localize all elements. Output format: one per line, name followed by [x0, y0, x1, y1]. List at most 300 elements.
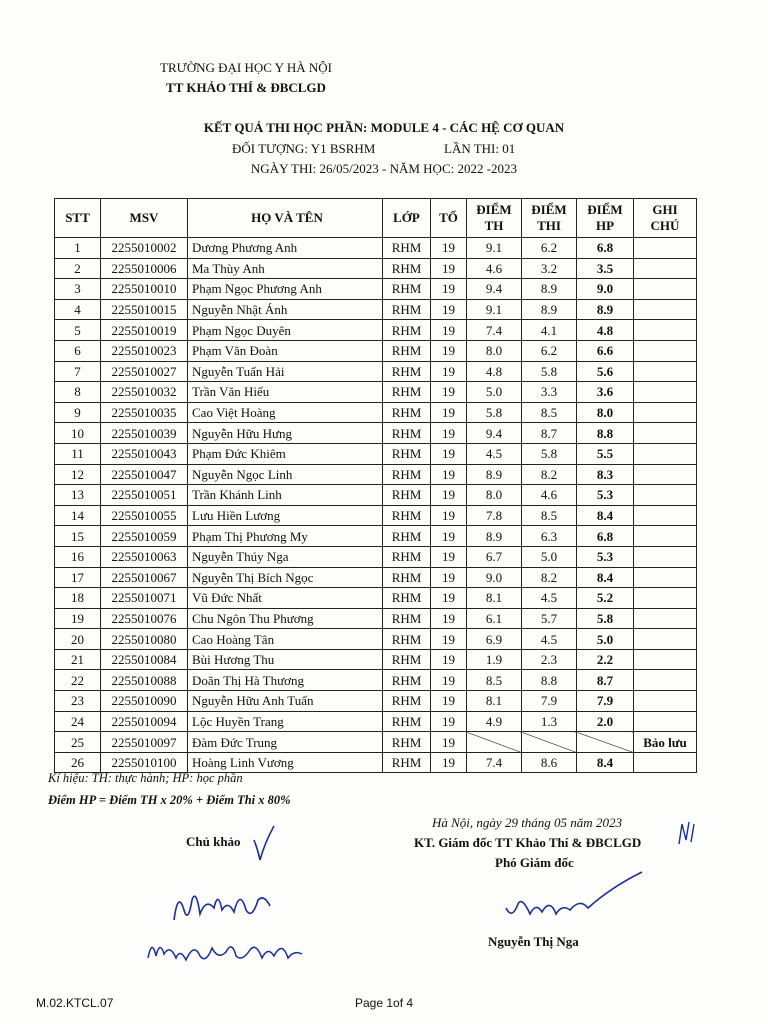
cell-module-score: 5.8	[577, 608, 634, 629]
cell-exam-score: 8.9	[522, 279, 577, 300]
cell-group: 19	[431, 505, 467, 526]
cell-name: Nguyễn Ngọc Linh	[188, 464, 383, 485]
cell-group: 19	[431, 485, 467, 506]
cell-msv: 2255010063	[101, 546, 188, 567]
cell-class: RHM	[383, 238, 431, 259]
column-header-name: HỌ VÀ TÊN	[188, 199, 383, 238]
cell-msv: 2255010015	[101, 299, 188, 320]
cell-exam-score: 8.5	[522, 402, 577, 423]
cell-group: 19	[431, 752, 467, 773]
cell-class: RHM	[383, 526, 431, 547]
cell-group: 19	[431, 299, 467, 320]
cell-group: 19	[431, 402, 467, 423]
cell-name: Nguyễn Thị Bích Ngọc	[188, 567, 383, 588]
cell-stt: 19	[55, 608, 101, 629]
cell-class: RHM	[383, 443, 431, 464]
cell-msv: 2255010084	[101, 649, 188, 670]
table-row	[55, 238, 697, 259]
cell-group: 19	[431, 340, 467, 361]
table-row	[55, 443, 697, 464]
column-header-module-line2: HP	[595, 218, 615, 233]
cell-exam-score: 4.5	[522, 588, 577, 609]
cell-module-score: 5.5	[577, 443, 634, 464]
cell-name: Dương Phương Anh	[188, 238, 383, 259]
cell-practical-score: 9.0	[467, 567, 522, 588]
cell-exam-score: 5.7	[522, 608, 577, 629]
page-number: Page 1of 4	[355, 996, 414, 1010]
results-table	[54, 198, 697, 773]
cell-msv: 2255010019	[101, 320, 188, 341]
cell-note	[634, 402, 697, 423]
table-row	[55, 567, 697, 588]
form-code: M.02.KTCL.07	[36, 996, 114, 1010]
examiner-handwritten-name	[146, 930, 306, 970]
table-row	[55, 711, 697, 732]
cell-class: RHM	[383, 505, 431, 526]
cell-msv: 2255010035	[101, 402, 188, 423]
cell-note	[634, 505, 697, 526]
cell-practical-score: 8.1	[467, 588, 522, 609]
cell-group: 19	[431, 238, 467, 259]
table-row	[55, 649, 697, 670]
cell-module-score: 3.6	[577, 382, 634, 403]
cell-group: 19	[431, 711, 467, 732]
cell-group: 19	[431, 588, 467, 609]
cell-group: 19	[431, 567, 467, 588]
cell-name: Hoàng Linh Vương	[188, 752, 383, 773]
director-signature	[500, 868, 650, 928]
cell-practical-score: 9.4	[467, 279, 522, 300]
cell-group: 19	[431, 732, 467, 753]
department-name: TT KHẢO THÍ & ĐBCLGD	[166, 80, 326, 95]
cell-stt: 24	[55, 711, 101, 732]
cell-stt: 23	[55, 691, 101, 712]
director-initial-mark	[676, 818, 698, 848]
cell-note	[634, 340, 697, 361]
examiner-label: Chủ khảo	[186, 834, 241, 849]
cell-exam-score: 5.0	[522, 546, 577, 567]
table-row	[55, 629, 697, 650]
cell-module-score: 8.4	[577, 505, 634, 526]
column-header-module	[577, 199, 634, 238]
cell-msv: 2255010023	[101, 340, 188, 361]
cell-module-score	[577, 732, 634, 753]
cell-stt: 20	[55, 629, 101, 650]
audience-label: ĐỐI TƯỢNG: Y1 BSRHM	[232, 141, 376, 156]
cell-class: RHM	[383, 546, 431, 567]
cell-practical-score: 1.9	[467, 649, 522, 670]
cell-group: 19	[431, 608, 467, 629]
cell-exam-score: 8.2	[522, 567, 577, 588]
cell-exam-score: 4.1	[522, 320, 577, 341]
cell-msv: 2255010097	[101, 732, 188, 753]
cell-practical-score: 5.0	[467, 382, 522, 403]
examiner-tick-mark	[250, 820, 280, 865]
cell-practical-score: 8.0	[467, 340, 522, 361]
cell-stt: 5	[55, 320, 101, 341]
cell-practical-score: 4.6	[467, 258, 522, 279]
cell-class: RHM	[383, 382, 431, 403]
signer-name: Nguyễn Thị Nga	[488, 934, 579, 949]
cell-msv: 2255010010	[101, 279, 188, 300]
cell-note: Bảo lưu	[634, 732, 697, 753]
cell-name: Trần Văn Hiếu	[188, 382, 383, 403]
cell-stt: 3	[55, 279, 101, 300]
cell-class: RHM	[383, 320, 431, 341]
document-title: KẾT QUẢ THI HỌC PHẦN: MODULE 4 - CÁC HỆ CƠ QUAN	[203, 120, 565, 135]
column-header-practical-line1: ĐIỂM	[476, 202, 512, 217]
cell-group: 19	[431, 443, 467, 464]
cell-module-score: 8.3	[577, 464, 634, 485]
cell-stt: 10	[55, 423, 101, 444]
cell-stt: 17	[55, 567, 101, 588]
table-row	[55, 340, 697, 361]
table-row	[55, 485, 697, 506]
cell-group: 19	[431, 279, 467, 300]
cell-module-score: 8.8	[577, 423, 634, 444]
cell-module-score: 7.9	[577, 691, 634, 712]
cell-exam-score: 8.7	[522, 423, 577, 444]
cell-class: RHM	[383, 258, 431, 279]
cell-name: Ma Thùy Anh	[188, 258, 383, 279]
cell-exam-score: 4.5	[522, 629, 577, 650]
cell-msv: 2255010032	[101, 382, 188, 403]
cell-stt: 13	[55, 485, 101, 506]
table-row	[55, 299, 697, 320]
cell-practical-score: 7.4	[467, 752, 522, 773]
table-row	[55, 670, 697, 691]
table-row	[55, 423, 697, 444]
column-header-class: LỚP	[383, 199, 431, 238]
cell-stt: 18	[55, 588, 101, 609]
cell-class: RHM	[383, 361, 431, 382]
cell-msv: 2255010059	[101, 526, 188, 547]
table-row	[55, 402, 697, 423]
cell-class: RHM	[383, 670, 431, 691]
table-row	[55, 320, 697, 341]
cell-group: 19	[431, 361, 467, 382]
cell-module-score: 8.9	[577, 299, 634, 320]
cell-practical-score: 8.5	[467, 670, 522, 691]
cell-group: 19	[431, 670, 467, 691]
cell-class: RHM	[383, 340, 431, 361]
cell-exam-score: 3.2	[522, 258, 577, 279]
cell-class: RHM	[383, 464, 431, 485]
place-date: Hà Nội, ngày 29 tháng 05 năm 2023	[432, 815, 622, 830]
cell-module-score: 5.2	[577, 588, 634, 609]
cell-msv: 2255010094	[101, 711, 188, 732]
cell-exam-score: 8.5	[522, 505, 577, 526]
cell-name: Chu Ngôn Thu Phương	[188, 608, 383, 629]
cell-name: Vũ Đức Nhất	[188, 588, 383, 609]
deputy-title: Phó Giám đốc	[495, 855, 574, 870]
cell-group: 19	[431, 649, 467, 670]
cell-msv: 2255010076	[101, 608, 188, 629]
cell-name: Nguyễn Hữu Anh Tuấn	[188, 691, 383, 712]
cell-name: Nguyễn Nhật Ánh	[188, 299, 383, 320]
cell-name: Lộc Huyền Trang	[188, 711, 383, 732]
cell-note	[634, 238, 697, 259]
cell-practical-score: 4.5	[467, 443, 522, 464]
cell-msv: 2255010088	[101, 670, 188, 691]
cell-note	[634, 320, 697, 341]
table-row	[55, 732, 697, 753]
cell-practical-score: 6.9	[467, 629, 522, 650]
cell-note	[634, 443, 697, 464]
cell-stt: 11	[55, 443, 101, 464]
cell-practical-score: 4.9	[467, 711, 522, 732]
table-row	[55, 505, 697, 526]
cell-module-score: 5.6	[577, 361, 634, 382]
cell-practical-score: 8.1	[467, 691, 522, 712]
cell-note	[634, 670, 697, 691]
cell-practical-score: 9.4	[467, 423, 522, 444]
column-header-note-line1: GHI	[652, 202, 678, 217]
cell-name: Nguyễn Hữu Hưng	[188, 423, 383, 444]
cell-exam-score: 7.9	[522, 691, 577, 712]
table-row	[55, 464, 697, 485]
cell-exam-score: 8.8	[522, 670, 577, 691]
column-header-stt: STT	[55, 199, 101, 238]
column-header-msv: MSV	[101, 199, 188, 238]
cell-note	[634, 691, 697, 712]
cell-class: RHM	[383, 402, 431, 423]
cell-class: RHM	[383, 567, 431, 588]
cell-stt: 26	[55, 752, 101, 773]
cell-exam-score: 8.6	[522, 752, 577, 773]
cell-name: Nguyễn Thúy Nga	[188, 546, 383, 567]
cell-name: Đàm Đức Trung	[188, 732, 383, 753]
table-row	[55, 546, 697, 567]
table-row	[55, 608, 697, 629]
table-row	[55, 382, 697, 403]
cell-name: Cao Việt Hoàng	[188, 402, 383, 423]
cell-practical-score: 9.1	[467, 238, 522, 259]
cell-class: RHM	[383, 423, 431, 444]
cell-msv: 2255010002	[101, 238, 188, 259]
cell-note	[634, 711, 697, 732]
cell-class: RHM	[383, 649, 431, 670]
cell-exam-score: 3.3	[522, 382, 577, 403]
cell-exam-score: 2.3	[522, 649, 577, 670]
cell-practical-score: 9.1	[467, 299, 522, 320]
cell-note	[634, 629, 697, 650]
column-header-exam-line1: ĐIỂM	[531, 202, 567, 217]
table-row	[55, 279, 697, 300]
cell-msv: 2255010067	[101, 567, 188, 588]
table-row	[55, 588, 697, 609]
cell-module-score: 6.8	[577, 526, 634, 547]
cell-module-score: 6.8	[577, 238, 634, 259]
cell-name: Phạm Ngọc Phương Anh	[188, 279, 383, 300]
cell-group: 19	[431, 320, 467, 341]
cell-stt: 2	[55, 258, 101, 279]
cell-practical-score: 8.9	[467, 464, 522, 485]
column-header-practical	[467, 199, 522, 238]
table-row	[55, 752, 697, 773]
cell-msv: 2255010006	[101, 258, 188, 279]
cell-class: RHM	[383, 279, 431, 300]
cell-note	[634, 464, 697, 485]
cell-exam-score: 8.2	[522, 464, 577, 485]
cell-module-score: 8.7	[577, 670, 634, 691]
column-header-practical-line2: TH	[484, 218, 504, 233]
cell-module-score: 2.0	[577, 711, 634, 732]
institution-name: TRƯỜNG ĐẠI HỌC Y HÀ NỘI	[160, 60, 332, 75]
cell-class: RHM	[383, 629, 431, 650]
table-row	[55, 691, 697, 712]
cell-exam-score: 6.2	[522, 340, 577, 361]
cell-msv: 2255010071	[101, 588, 188, 609]
cell-class: RHM	[383, 732, 431, 753]
cell-class: RHM	[383, 711, 431, 732]
cell-stt: 14	[55, 505, 101, 526]
cell-practical-score: 7.8	[467, 505, 522, 526]
cell-exam-score: 8.9	[522, 299, 577, 320]
cell-group: 19	[431, 629, 467, 650]
cell-module-score: 2.2	[577, 649, 634, 670]
cell-msv: 2255010090	[101, 691, 188, 712]
table-header-row	[55, 199, 697, 238]
cell-stt: 25	[55, 732, 101, 753]
cell-group: 19	[431, 464, 467, 485]
cell-module-score: 9.0	[577, 279, 634, 300]
cell-note	[634, 608, 697, 629]
cell-msv: 2255010055	[101, 505, 188, 526]
table-row	[55, 258, 697, 279]
cell-name: Phạm Văn Đoàn	[188, 340, 383, 361]
cell-group: 19	[431, 691, 467, 712]
cell-note	[634, 361, 697, 382]
cell-msv: 2255010043	[101, 443, 188, 464]
cell-note	[634, 649, 697, 670]
cell-stt: 16	[55, 546, 101, 567]
column-header-note	[634, 199, 697, 238]
cell-exam-score: 5.8	[522, 443, 577, 464]
cell-module-score: 3.5	[577, 258, 634, 279]
column-header-exam	[522, 199, 577, 238]
attempt-label: LẦN THI: 01	[444, 141, 516, 156]
grade-formula: Điểm HP = Điểm TH x 20% + Điểm Thi x 80%	[48, 793, 291, 807]
cell-exam-score	[522, 732, 577, 753]
cell-name: Phạm Ngọc Duyên	[188, 320, 383, 341]
cell-note	[634, 279, 697, 300]
cell-group: 19	[431, 546, 467, 567]
cell-exam-score: 1.3	[522, 711, 577, 732]
cell-note	[634, 258, 697, 279]
cell-practical-score: 5.8	[467, 402, 522, 423]
examiner-signature	[170, 880, 280, 930]
cell-practical-score: 8.0	[467, 485, 522, 506]
cell-stt: 21	[55, 649, 101, 670]
director-line: KT. Giám đốc TT Khảo Thí & ĐBCLGD	[414, 835, 642, 850]
cell-note	[634, 588, 697, 609]
column-header-group: TỔ	[431, 199, 467, 238]
cell-module-score: 5.0	[577, 629, 634, 650]
table-body	[55, 238, 697, 773]
legend-note: Kí hiệu: TH: thực hành; HP: học phần	[48, 771, 243, 785]
cell-exam-score: 6.2	[522, 238, 577, 259]
cell-group: 19	[431, 258, 467, 279]
cell-exam-score: 5.8	[522, 361, 577, 382]
cell-practical-score: 8.9	[467, 526, 522, 547]
cell-name: Lưu Hiền Lương	[188, 505, 383, 526]
cell-msv: 2255010027	[101, 361, 188, 382]
cell-msv: 2255010039	[101, 423, 188, 444]
cell-class: RHM	[383, 691, 431, 712]
cell-stt: 7	[55, 361, 101, 382]
cell-group: 19	[431, 382, 467, 403]
cell-msv: 2255010100	[101, 752, 188, 773]
cell-module-score: 4.8	[577, 320, 634, 341]
cell-practical-score	[467, 732, 522, 753]
cell-name: Phạm Thị Phương My	[188, 526, 383, 547]
cell-msv: 2255010080	[101, 629, 188, 650]
table-row	[55, 526, 697, 547]
cell-module-score: 8.4	[577, 567, 634, 588]
cell-stt: 22	[55, 670, 101, 691]
cell-note	[634, 485, 697, 506]
cell-class: RHM	[383, 608, 431, 629]
cell-name: Phạm Đức Khiêm	[188, 443, 383, 464]
cell-name: Cao Hoàng Tân	[188, 629, 383, 650]
cell-note	[634, 567, 697, 588]
cell-exam-score: 6.3	[522, 526, 577, 547]
cell-stt: 15	[55, 526, 101, 547]
column-header-note-line2: CHÚ	[650, 218, 680, 233]
column-header-exam-line2: THI	[537, 218, 561, 233]
cell-module-score: 6.6	[577, 340, 634, 361]
cell-stt: 4	[55, 299, 101, 320]
cell-class: RHM	[383, 752, 431, 773]
cell-note	[634, 382, 697, 403]
cell-stt: 8	[55, 382, 101, 403]
cell-class: RHM	[383, 299, 431, 320]
cell-group: 19	[431, 526, 467, 547]
cell-stt: 9	[55, 402, 101, 423]
exam-date-label: NGÀY THI: 26/05/2023 - NĂM HỌC: 2022 -2023	[250, 161, 518, 176]
cell-practical-score: 7.4	[467, 320, 522, 341]
cell-group: 19	[431, 423, 467, 444]
cell-module-score: 8.0	[577, 402, 634, 423]
table-row	[55, 361, 697, 382]
cell-module-score: 8.4	[577, 752, 634, 773]
cell-practical-score: 6.1	[467, 608, 522, 629]
cell-name: Trần Khánh Linh	[188, 485, 383, 506]
cell-exam-score: 4.6	[522, 485, 577, 506]
cell-module-score: 5.3	[577, 546, 634, 567]
cell-module-score: 5.3	[577, 485, 634, 506]
cell-stt: 12	[55, 464, 101, 485]
cell-msv: 2255010051	[101, 485, 188, 506]
cell-stt: 6	[55, 340, 101, 361]
cell-class: RHM	[383, 588, 431, 609]
cell-note	[634, 752, 697, 773]
cell-note	[634, 423, 697, 444]
cell-practical-score: 6.7	[467, 546, 522, 567]
cell-note	[634, 546, 697, 567]
cell-note	[634, 299, 697, 320]
cell-stt: 1	[55, 238, 101, 259]
cell-name: Doãn Thị Hà Thương	[188, 670, 383, 691]
cell-name: Nguyễn Tuấn Hải	[188, 361, 383, 382]
column-header-module-line1: ĐIỂM	[587, 202, 623, 217]
cell-class: RHM	[383, 485, 431, 506]
cell-msv: 2255010047	[101, 464, 188, 485]
cell-practical-score: 4.8	[467, 361, 522, 382]
cell-name: Bùi Hương Thu	[188, 649, 383, 670]
cell-note	[634, 526, 697, 547]
